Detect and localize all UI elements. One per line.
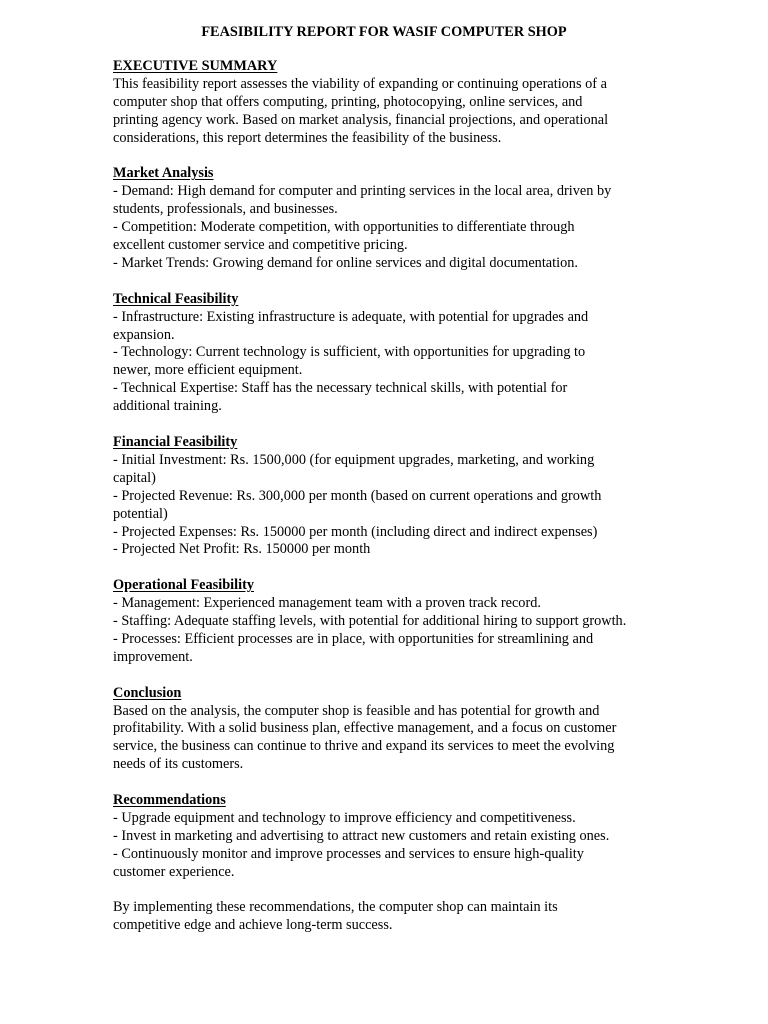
paragraph-line: newer, more efficient equipment. <box>113 362 303 379</box>
paragraph-line: This feasibility report assesses the viability of expanding or continuing operations of a <box>113 75 607 92</box>
section-heading: Technical Feasibility <box>113 290 239 307</box>
section-heading: Market Analysis <box>113 165 214 182</box>
paragraph-line: - Processes: Efficient processes are in place, with opportunities for streamlining and <box>113 630 594 647</box>
section-heading: Conclusion <box>113 684 182 701</box>
paragraph-line: - Projected Revenue: Rs. 300,000 per month (based on current operations and growth <box>113 487 602 504</box>
paragraph-line: students, professionals, and businesses. <box>113 201 338 218</box>
paragraph-line: competitive edge and achieve long-term success. <box>113 917 393 934</box>
document-body <box>113 58 673 953</box>
paragraph-line: needs of its customers. <box>113 756 244 773</box>
paragraph-line: potential) <box>113 505 168 522</box>
paragraph-line: - Initial Investment: Rs. 1500,000 (for equipment upgrades, marketing, and working <box>113 451 595 468</box>
paragraph-line: - Management: Experienced management team with a proven track record. <box>113 595 541 612</box>
paragraph-line: - Market Trends: Growing demand for online services and digital documentation. <box>113 254 578 271</box>
section-recommendations <box>113 792 673 882</box>
paragraph-line: printing agency work. Based on market analysis, financial projections, and operational <box>113 111 609 128</box>
section-operational-feasibility <box>113 577 673 667</box>
section-heading: Recommendations <box>113 792 226 809</box>
section-conclusion <box>113 685 673 775</box>
paragraph-line: capital) <box>113 469 156 486</box>
paragraph-line: Based on the analysis, the computer shop is feasible and has potential for growth and <box>113 702 600 719</box>
paragraph-line: expansion. <box>113 326 175 343</box>
paragraph-line: - Competition: Moderate competition, with opportunities to differentiate through <box>113 219 575 236</box>
section-technical-feasibility <box>113 291 673 416</box>
paragraph-line: - Upgrade equipment and technology to improve efficiency and competitiveness. <box>113 809 576 826</box>
paragraph-line: - Invest in marketing and advertising to attract new customers and retain existing ones. <box>113 827 610 844</box>
section-heading: Financial Feasibility <box>113 433 238 450</box>
paragraph-line: - Staffing: Adequate staffing levels, with potential for additional hiring to support growth. <box>113 613 627 630</box>
closing-paragraph <box>113 899 673 935</box>
paragraph-line: - Demand: High demand for computer and printing services in the local area, driven by <box>113 183 612 200</box>
paragraph-line: service, the business can continue to thrive and expand its services to meet the evolving <box>113 738 615 755</box>
paragraph-line: customer experience. <box>113 863 235 880</box>
section-heading: Operational Feasibility <box>113 577 254 594</box>
paragraph-line: - Continuously monitor and improve processes and services to ensure high-quality <box>113 845 584 862</box>
paragraph-line: profitability. With a solid business plan, effective management, and a focus on customer <box>113 720 617 737</box>
paragraph-line: - Infrastructure: Existing infrastructure is adequate, with potential for upgrades and <box>113 308 589 325</box>
paragraph-line: By implementing these recommendations, the computer shop can maintain its <box>113 899 558 916</box>
paragraph-line: improvement. <box>113 648 193 665</box>
paragraph-line: - Technical Expertise: Staff has the necessary technical skills, with potential for <box>113 380 568 397</box>
paragraph-line: - Projected Expenses: Rs. 150000 per month (including direct and indirect expenses) <box>113 523 598 540</box>
paragraph-line: computer shop that offers computing, printing, photocopying, online services, and <box>113 93 583 110</box>
paragraph-line: - Projected Net Profit: Rs. 150000 per month <box>113 541 371 558</box>
section-heading: EXECUTIVE SUMMARY <box>113 58 278 74</box>
paragraph-line: - Technology: Current technology is sufficient, with opportunities for upgrading to <box>113 344 586 361</box>
paragraph-line: excellent customer service and competitive pricing. <box>113 237 408 254</box>
paragraph-line: additional training. <box>113 398 222 415</box>
paragraph-line: considerations, this report determines the feasibility of the business. <box>113 129 502 146</box>
section-market-analysis <box>113 165 673 272</box>
document-title: FEASIBILITY REPORT FOR WASIF COMPUTER SHOP <box>201 24 567 40</box>
section-financial-feasibility <box>113 434 673 559</box>
section-executive-summary <box>113 58 673 148</box>
